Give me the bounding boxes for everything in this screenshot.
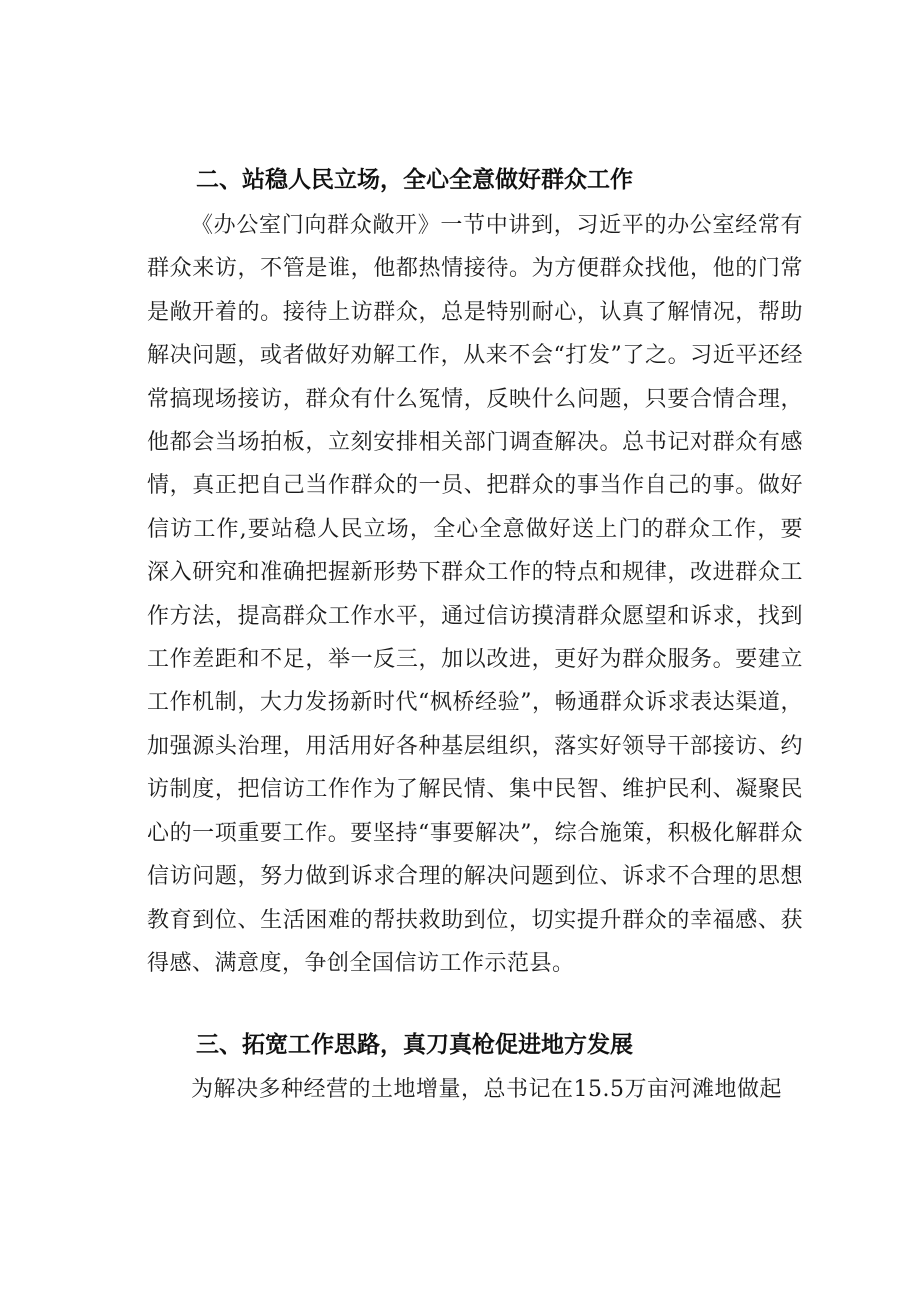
section-three-paragraph: 为解决多种经营的土地增量，总书记在15.5万亩河滩地做起 [191, 1077, 782, 1102]
section-three-heading: 三、拓宽工作思路，真刀真枪促进地方发展 [196, 1032, 633, 1058]
section-two-heading: 二、站稳人民立场，全心全意做好群众工作 [196, 167, 633, 193]
section-two-paragraph: 《办公室门向群众敞开》一节中讲到，习近平的办公室经常有群众来访，不管是谁，他都热情接待。为方便群众找他，他的门常是敞开着的。接待上访群众，总是特别耐心，认真了解情况，帮助解决问题，或者做好劝解工作，从来不会“打发”了之。习近平还经常搞现场接访，群众有什么冤情，反映什么问题，只要合情合理，他都会当场拍板，立刻安排相关部门调查解决。总书记对群众有感情，真正把自己当作群众的一员、把群众的事当作自己的事。做好信访工作,要站稳人民立场，全心全意做好送上门的群众工作，要深入研究和准确把握新形势下群众工作的特点和规律，改进群众工作方法，提高群众工作水平，通过信访摸清群众愿望和诉求，找到工作差距和不足，举一反三，加以改进，更好为群众服务。要建立工作机制，大力发扬新时代“枫桥经验”，畅通群众诉求表达渠道，加强源头治理，用活用好各种基层组织，落实好领导干部接访、约访制度，把信访工作作为了解民情、集中民智、维护民利、凝聚民心的一项重要工作。要坚持“事要解决”，综合施策，积极化解群众信访问题，努力做到诉求合理的解决问题到位、诉求不合理的思想教育到位、生活困难的帮扶救助到位，切实提升群众的幸福感、获得感、满意度，争创全国信访工作示范县。 [147, 213, 803, 976]
